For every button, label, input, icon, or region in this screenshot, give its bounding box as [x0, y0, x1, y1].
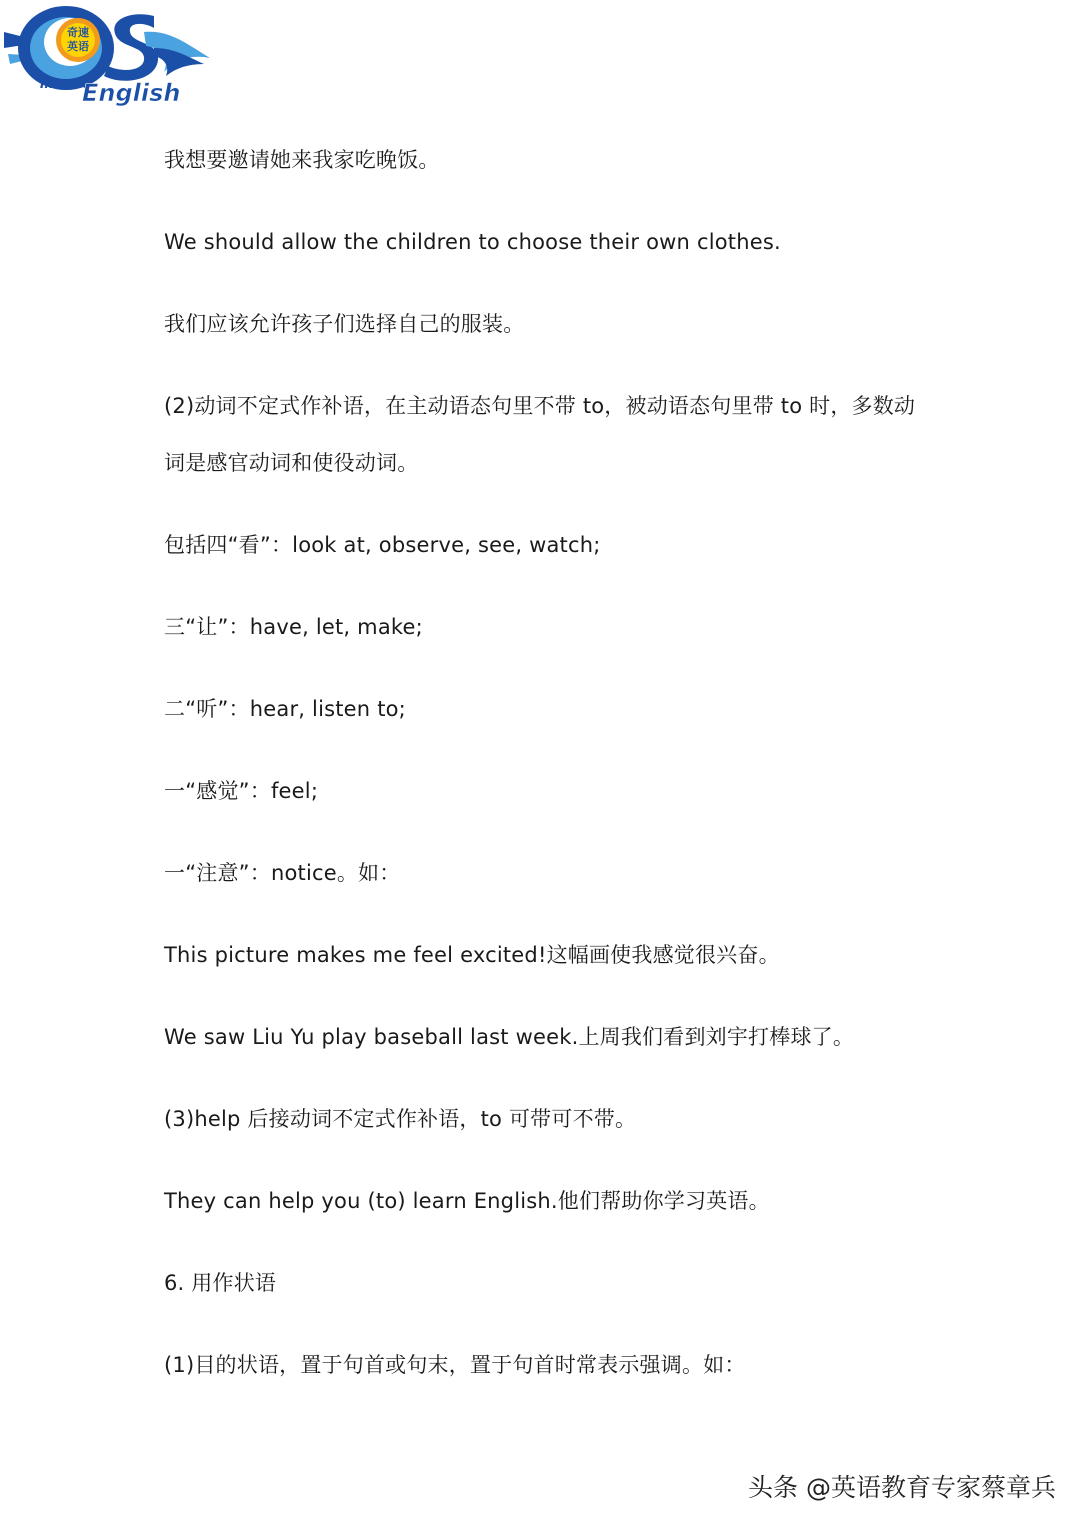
text-line-7: 三“让”：have, let, make; [164, 615, 423, 639]
text-line-8: 二“听”：hear, listen to; [164, 697, 406, 721]
text-line-1: 我想要邀请她来我家吃晚饭。 [164, 148, 440, 172]
text-line-10: 一“注意”：notice。如： [164, 861, 401, 885]
text-line-6: 包括四“看”：look at, observe, see, watch; [164, 533, 601, 557]
text-line-5: 词是感官动词和使役动词。 [164, 451, 419, 475]
logo-instant-text: Instant [40, 77, 89, 91]
watermark-text: 头条 @英语教育专家蔡章兵 [748, 1473, 1056, 1502]
text-line-16: (1)目的状语，置于句首或句末，置于句首时常表示强调。如： [164, 1353, 746, 1377]
text-line-4: (2)动词不定式作补语，在主动语态句里不带 to，被动语态句里带 to 时，多数动 [164, 394, 916, 418]
text-line-14: They can help you (to) learn English.他们帮助你学习英语。 [164, 1189, 770, 1213]
logo-badge-line1: 奇速 [67, 26, 89, 39]
text-line-12: We saw Liu Yu play baseball last week.上周我们看到刘宇打棒球了。 [164, 1025, 855, 1049]
text-line-3: 我们应该允许孩子们选择自己的服装。 [164, 312, 525, 336]
text-line-11: This picture makes me feel excited!这幅画使我感觉很兴奋。 [164, 943, 780, 967]
text-line-15: 6. 用作状语 [164, 1271, 277, 1295]
logo-badge-line2: 英语 [67, 40, 89, 53]
instant-english-logo [4, 2, 216, 106]
text-line-2: We should allow the children to choose their own clothes. [164, 230, 781, 254]
text-line-13: (3)help 后接动词不定式作补语，to 可带可不带。 [164, 1107, 637, 1131]
logo-english-text: English [82, 79, 181, 106]
text-line-9: 一“感觉”：feel; [164, 779, 319, 803]
